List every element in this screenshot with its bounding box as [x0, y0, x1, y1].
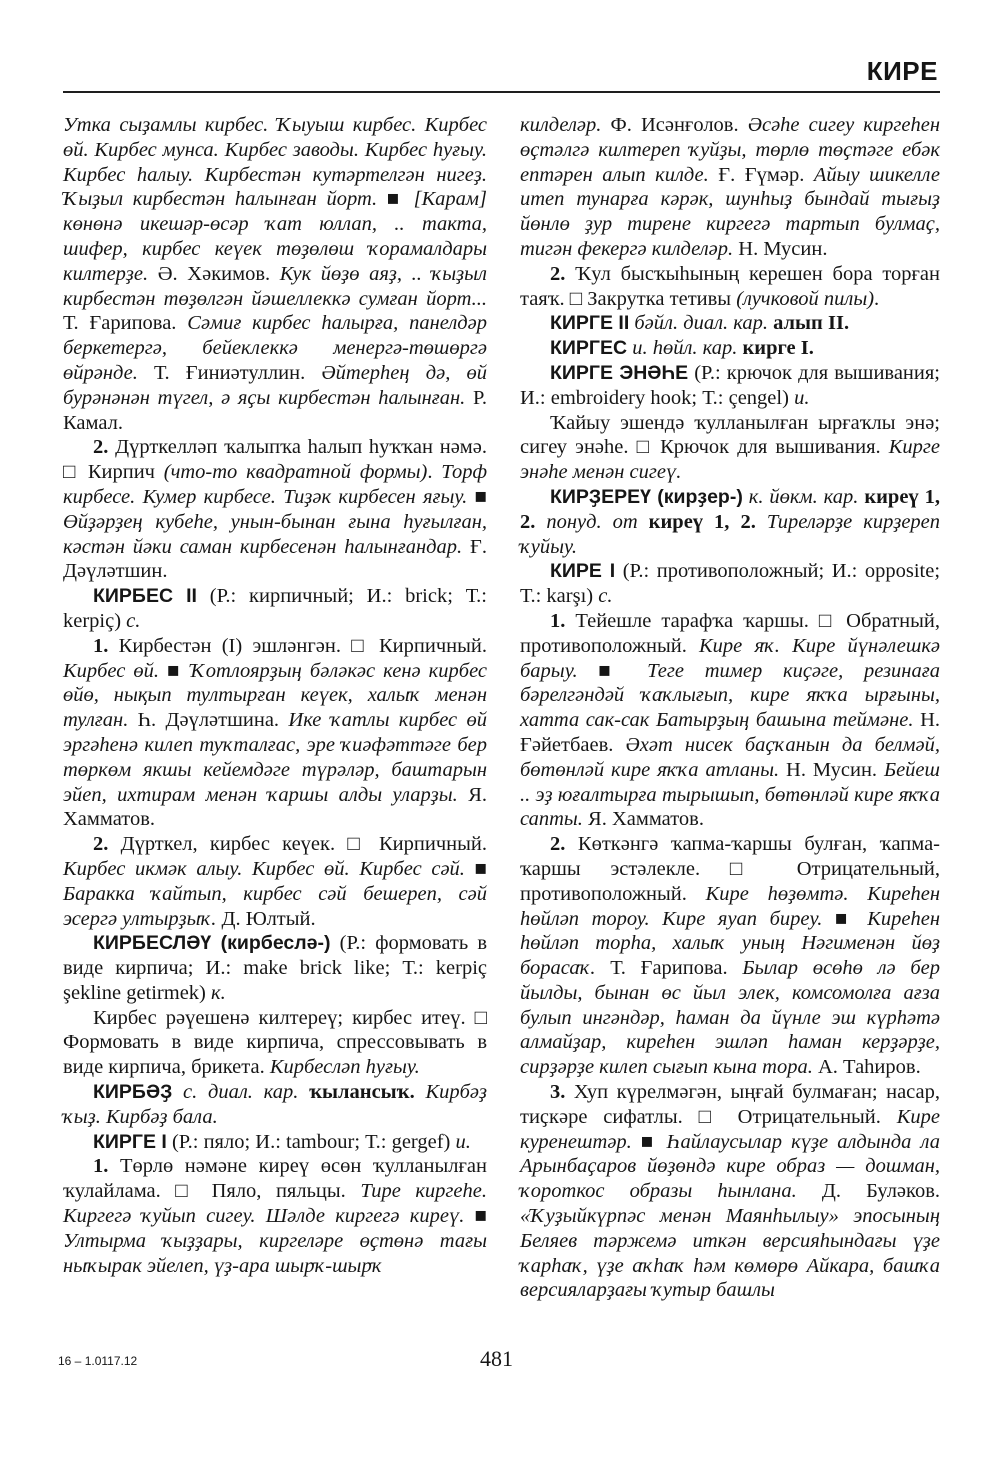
- text-run: (Р.: формовать в виде кирпича; И.: make brick like; Т.: kerpiç şekline getirmek): [63, 932, 487, 1004]
- text-run: (Р.: пяло; И.: tambour; Т.: gergef): [166, 1130, 456, 1153]
- italic-run: Өйҙәрҙең кубеһе, унын-бынан ғына һуғылған, кәстән йәки саман кирбесенән һалынғандар.: [63, 510, 487, 558]
- italic-run: Кирбесләп һуғыу.: [269, 1056, 420, 1079]
- bold-run: ҡылансыҡ.: [309, 1081, 415, 1104]
- italic-run: Былар өсөһө лә бер йылды, бынан өс йыл элек, комсомолға ағза булып ингәндәр, һаман да йүнле эш күрһәтә алмайҙар, киреһен эшләп һаман керҙәрҙе, сирҙәрҙе килеп сығып кына тора.: [520, 957, 940, 1079]
- text-run: Н. Ғәйетбаев.: [520, 709, 940, 756]
- italic-run: Торф кирбесе. Кумер кирбесе. Тиҙәк кирбесен яғыу.: [63, 461, 488, 508]
- dictionary-paragraph: [63, 1130, 487, 1155]
- text-run: Ғ. Ғүмәр.: [708, 163, 814, 186]
- bold-run: 1.: [93, 1155, 109, 1178]
- dictionary-paragraph: [520, 1080, 940, 1303]
- text-run: ■: [464, 857, 487, 880]
- italic-run: Баракка ҡайтып, кирбес сәй бешереп, сәй эсергә ултырҙыҡ.: [63, 882, 487, 930]
- dictionary-paragraph: [63, 832, 487, 931]
- text-run: Н. Мусин.: [779, 758, 884, 781]
- italic-run: с.: [598, 585, 613, 608]
- text-run: Т. Ғиниәтуллин.: [137, 361, 322, 384]
- dictionary-paragraph: [63, 1154, 487, 1278]
- bold-run: киреү 1, 2.: [648, 510, 756, 533]
- text-run: ■: [464, 1205, 487, 1228]
- text-run: .: [427, 461, 442, 484]
- dictionary-paragraph: [520, 609, 940, 832]
- text-run: Тейешле тарафҡа ҡаршы. □ Обратный, противоположный.: [520, 609, 940, 657]
- text-run: Ф. Исәнғолов.: [601, 114, 748, 136]
- dictionary-paragraph: [63, 634, 487, 832]
- text-run: (Р.: кирпичный; И.: brick; Т.: kerpiç): [63, 585, 487, 632]
- dictionary-paragraph: [520, 361, 940, 411]
- headword-run: КИРЕ I: [550, 560, 616, 583]
- italic-run: Ултырма ҡыҙҙары, киргеләре өҫтөнә тағы ныҡырак эйелеп, үҙ-ара шырҡ-шырҡ: [63, 1229, 487, 1277]
- text-run: Т. Ғарипова.: [63, 312, 188, 335]
- text-run: Хуп күрелмәгән, ыңғай булмаған; насар, тиҫкәре сифатлы. □ Отрицательный.: [520, 1081, 940, 1128]
- italic-run: Утка сыҙамлы кирбес. Ҡыуыш кирбес. Кирбес өй. Кирбес мунса. Кирбес заводы. Кирбес һуғыу. Кирбес һалыу. Кирбестән кутәртелгән нигеҙ. Ҡыҙыл кирбестән һалынған йорт.: [63, 114, 487, 211]
- text-run: ■: [377, 188, 414, 211]
- text-run: Һ. Дәүләтшина.: [128, 709, 289, 732]
- dictionary-paragraph: [520, 485, 940, 559]
- dictionary-paragraph: [520, 113, 940, 262]
- text-run: Ғ. Дәүләтшин.: [63, 535, 487, 583]
- headword-run: КИРГЕ II: [550, 312, 630, 335]
- italic-run: Киреһен һөйләп торһа, халыҡ уның Нәгименән йөҙ борасаҡ.: [520, 907, 941, 980]
- italic-run: к.: [211, 981, 226, 1004]
- text-run: (Р.: противоположный; И.: opposite; Т.: karşı): [520, 560, 941, 608]
- dictionary-paragraph: [63, 113, 487, 435]
- dictionary-paragraph: [520, 411, 940, 485]
- headword-run: КИРБЕС II: [93, 585, 197, 608]
- dictionary-paragraph: [63, 1006, 487, 1080]
- text-run: Д. Буләков.: [796, 1180, 940, 1203]
- italic-run: Кире куренештәр.: [520, 1105, 940, 1153]
- headword-run: КИРГЕ ЭНӘҺЕ: [550, 361, 689, 384]
- italic-run: Теге тимер киҫәге, резинаға бәрелгәндәй ҡаҡлығып, кире яҡҡа ырғыны, хатта сак-сак Батырҙың башына теймәне.: [520, 659, 940, 732]
- left-column: [63, 113, 487, 1278]
- italic-run: Бейеш .. эҙ юғалтырға тырышып, бөтөнләй кире яҡҡа сапты.: [520, 758, 940, 831]
- text-run: Ҡайыу эшендә ҡулланылған ырғаҡлы энә; сигеу энәһе. □ Крючок для вышивания.: [520, 411, 940, 459]
- text-run: Я. Хамматов.: [582, 808, 704, 831]
- dictionary-paragraph: [520, 262, 940, 312]
- right-column: [520, 113, 940, 1303]
- text-run: ■: [467, 485, 487, 508]
- dictionary-paragraph: [63, 435, 487, 584]
- text-run: А. Таһиров.: [812, 1056, 921, 1079]
- italic-run: с.: [126, 609, 141, 632]
- italic-run: и. һөйл. кар.: [627, 337, 743, 360]
- dictionary-paragraph: [520, 311, 940, 336]
- italic-run: Ҡотлоярҙың бәләкәс кенә кирбес өйө, нықып тултырған кеүек, халыҡ менән тулған.: [63, 659, 487, 732]
- dictionary-paragraph: [520, 336, 940, 361]
- italic-run: Кирбес икмәк алыу. Кирбес өй. Кирбес сәй.: [63, 857, 465, 880]
- dictionary-paragraph: [520, 559, 940, 609]
- page-number: 481: [480, 1346, 513, 1371]
- text-run: ■: [631, 1130, 667, 1153]
- text-run: Кирбестән (I) эшләнгән. □ Кирпичный.: [108, 634, 487, 657]
- italic-run: (что-то квадратной формы): [163, 461, 428, 484]
- italic-run: Тиреләрҙе кирҙереп ҡуйыу.: [520, 510, 941, 558]
- headword-run: КИРҘЕРЕҮ (кирҙер-): [550, 485, 743, 508]
- italic-run: [Карам] көнөнә икешәр-өсәр ҡат юллап, .. такта, шифер, кирбес кеүек төҙөлөш ҡорамалдары килтерҙе.: [63, 188, 487, 285]
- italic-run: Һайлаусылар күҙе алдында ла Арынбаҫаров йөҙөндә кире образ — дошман, ҡороткос образы һынлана.: [520, 1130, 940, 1203]
- dictionary-paragraph: [63, 931, 487, 1005]
- text-run: Д. Юлтый.: [216, 907, 316, 930]
- italic-run: Айыу шикелле итеп тунарға кәрәк, шунһыҙ бындай тығыҙ йөнлө ҙур тирене киргегә тартып булмаҫ, тигән фекергә килделәр.: [520, 163, 941, 260]
- italic-run: Кук йөҙө аяҙ, .. ҡыҙыл кирбестән төҙөлгән йәшеллеккә сумған йорт...: [63, 262, 487, 310]
- italic-run: бәйл. диал. кар.: [629, 312, 774, 335]
- bold-run: 1.: [93, 634, 109, 657]
- italic-run: Әйтерһең дә, өй бурәнәнән түгел, ә яҫы кирбестән һалынған.: [63, 361, 487, 409]
- text-run: Н. Мусин.: [733, 237, 828, 260]
- italic-run: Ике ҡатлы кирбес өй эргәһенә килеп туҡталғас, эре ҡиәфәттәге бер төркөм якшы кейемдәге түрәләр, баштарын эйеп, ихтирам менән ҡаршы алды уларҙы.: [63, 709, 487, 806]
- italic-run: (лучковой пилы): [736, 287, 875, 310]
- text-run: Дүрткел, кирбес кеүек. □ Кирпичный.: [108, 833, 487, 856]
- italic-run: Әсәһе сигеу киргеһен өҫтәлгә килтереп ҡуйҙы, төрлө төҫтәге ебәк ептәрен алып килде.: [520, 114, 941, 186]
- italic-run: Кире һөҙөмтә. Киреһен һөйләп тороу. Кире яуап биреу.: [520, 882, 940, 930]
- italic-run: Тире киргеһе. Киргегә ҡуйып сигеу. Шәлде киргегә киреү.: [63, 1180, 487, 1228]
- text-run: Кирбес рәүешенә килтереү; кирбес итеү. □ Формовать в виде кирпича, спрессовывать в виде кирпича, брикета.: [63, 1006, 487, 1079]
- italic-run: и.: [455, 1130, 471, 1153]
- bold-run: киреү 1, 2.: [520, 485, 941, 533]
- italic-run: Кире яҡ. Кире йүнәлешкә барыу.: [520, 634, 941, 682]
- italic-run: Әхәт нисек баҫҡанын да белмәй, бөтөнләй кире яҡҡа атланы.: [520, 733, 940, 781]
- headword-run: КИРБӘҘ: [93, 1081, 173, 1104]
- bold-run: 1.: [550, 609, 566, 632]
- italic-run: к. йөкм. кар.: [742, 485, 865, 508]
- text-run: Төрлө нәмәне киреү өсөн ҡулланылған ҡулайлама. □ Пяло, пяльцы.: [63, 1155, 487, 1203]
- text-run: Ә. Хәкимов.: [148, 262, 280, 285]
- headword-run: КИРГЕ I: [93, 1130, 167, 1153]
- text-run: .: [874, 287, 880, 310]
- bold-run: кирге I.: [742, 337, 814, 360]
- italic-run: понуд. от: [535, 510, 649, 533]
- italic-run: Кирбес өй.: [63, 659, 160, 682]
- text-run: ■: [577, 659, 648, 682]
- italic-run: с. диал. кар.: [172, 1081, 310, 1104]
- text-run: ■: [822, 907, 868, 930]
- italic-run: Кирге энәһе менән сигеү.: [520, 436, 940, 484]
- bold-run: 2.: [550, 833, 566, 856]
- dictionary-paragraph: [63, 584, 487, 634]
- text-run: Р. Камал.: [63, 386, 487, 434]
- italic-run: Кирбәҙ ҡыҙ. Кирбәҙ бала.: [63, 1081, 487, 1128]
- italic-run: килделәр.: [520, 114, 602, 136]
- headword-run: КИРГЕС: [550, 337, 628, 360]
- italic-run: Сәмиғ кирбес һалырға, панелдәр беркетергә, бейеклеккә менергә-төшөргә өйрәнде.: [63, 312, 488, 384]
- text-run: Көткәнгә ҡапма-ҡаршы булған, ҡапма-ҡаршы эстәлекле. □ Отрицательный, противоположный.: [520, 833, 940, 905]
- italic-run: и.: [794, 386, 810, 409]
- bold-run: алып II.: [773, 312, 850, 335]
- running-head: КИРЕ: [866, 56, 938, 86]
- text-run: Дүрткелләп ҡалыпҡа һалып һуҡҡан нәмә. □ Кирпич: [63, 436, 487, 484]
- header-rule: [63, 91, 940, 93]
- text-run: (Р.: крючок для вышивания; И.: embroidery hook; Т.: çengel): [520, 361, 940, 409]
- bold-run: 2.: [93, 833, 109, 856]
- printer-signature: 16 – 1.0117.12: [58, 1354, 138, 1368]
- text-run: ■: [159, 659, 191, 682]
- italic-run: «Ҡуҙыйкүрпәс менән Маянһылыу» эпосының Беляев тәржемә иткән версияһындағы үҙе ҡарһаҡ, үҙе аҡһаҡ һәм көмөрө Айкара, башҡа версияларҙағы ҡутыр башлы: [520, 1205, 940, 1302]
- bold-run: 2.: [550, 262, 566, 285]
- text-run: Ҡул бысҡыһының керешен бора торған таяҡ. □ Закрутка тетивы: [520, 262, 940, 310]
- dictionary-paragraph: [520, 832, 940, 1080]
- bold-run: 3.: [550, 1081, 566, 1104]
- bold-run: 2.: [93, 436, 109, 459]
- text-run: Т. Ғарипова.: [595, 957, 743, 980]
- headword-run: КИРБЕСЛӘҮ (кирбеслә-): [93, 932, 331, 955]
- dictionary-paragraph: [63, 1080, 487, 1130]
- text-run: Я. Хамматов.: [63, 783, 487, 831]
